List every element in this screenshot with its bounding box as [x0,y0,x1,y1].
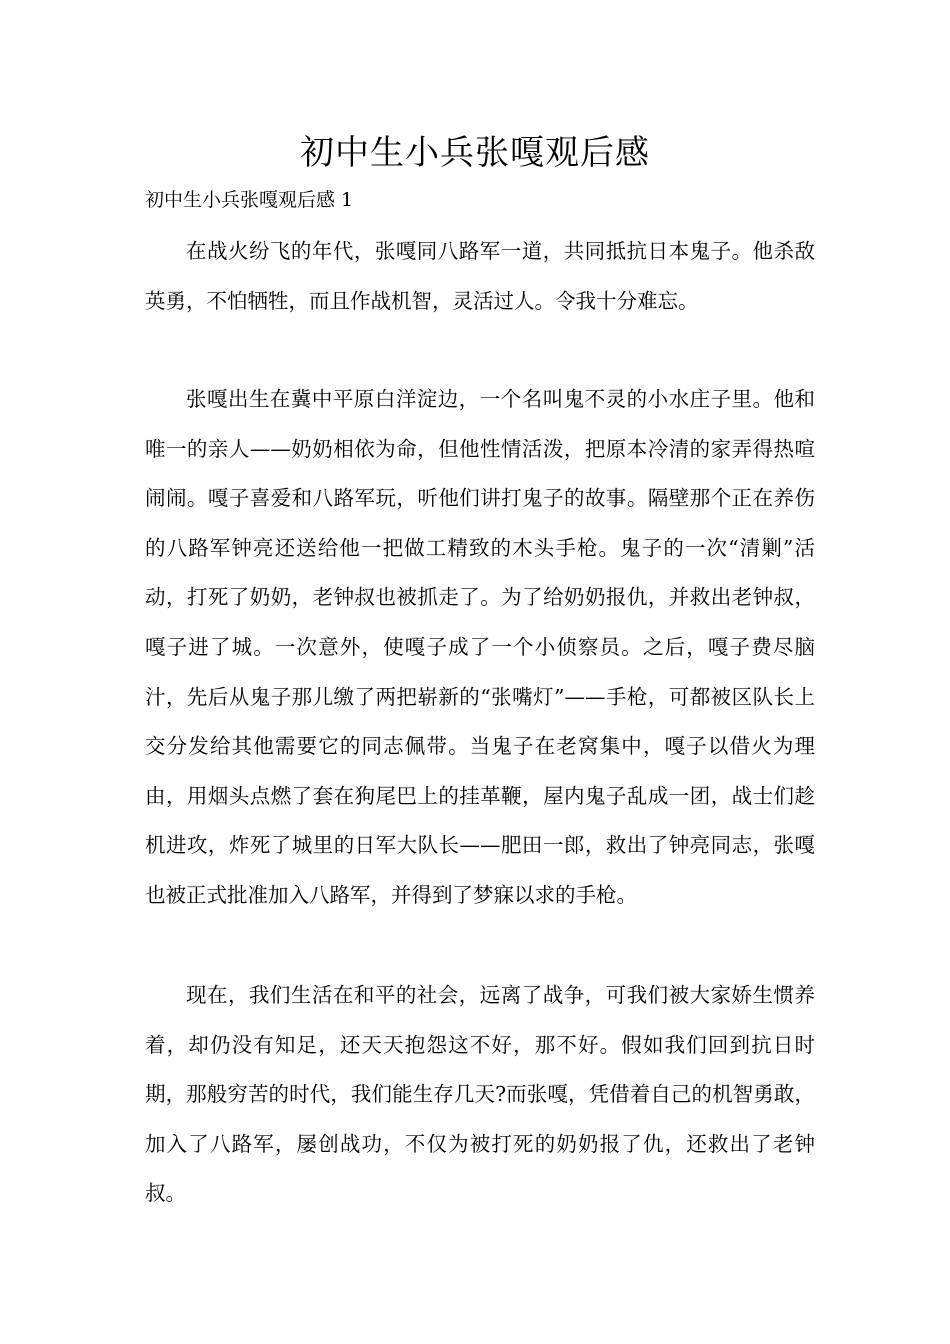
paragraph-2: 张嘎出生在冀中平原白洋淀边，一个名叫鬼不灵的小水庄子里。他和唯一的亲人——奶奶相依为命，但他性情活泼，把原本冷清的家弄得热喧闹闹。嘎子喜爱和八路军玩，听他们讲打鬼子的故事。隔壁那个正在养伤的八路军钟亮还送给他一把做工精致的木头手枪。鬼子的一次“清剿”活动，打死了奶奶，老钟叔也被抓走了。为了给奶奶报仇，并救出老钟叔，嘎子进了城。一次意外，使嘎子成了一个小侦察员。之后，嘎子费尽脑汁，先后从鬼子那儿缴了两把崭新的“张嘴灯”——手枪，可都被区队长上交分发给其他需要它的同志佩带。当鬼子在老窝集中，嘎子以借火为理由，用烟头点燃了套在狗尾巴上的挂革鞭，屋内鬼子乱成一团，战士们趁机进攻，炸死了城里的日军大队长——肥田一郎，救出了钟亮同志，张嘎也被正式批准加入八路军，并得到了梦寐以求的手枪。 [145,387,815,907]
paragraph-1: 在战火纷飞的年代，张嘎同八路军一道，共同抵抗日本鬼子。他杀敌英勇，不怕牺牲，而且作战机智，灵活过人。令我十分难忘。 [145,239,815,313]
section-heading: 初中生小兵张嘎观后感 1 [145,189,354,211]
paragraph-3: 现在，我们生活在和平的社会，远离了战争，可我们被大家娇生惯养着，却仍没有知足，还天天抱怨这不好，那不好。假如我们回到抗日时期，那般穷苦的时代，我们能生存几天?而张嘎，凭借着自己的机智勇敢，加入了八路军，屡创战功，不仅为被打死的奶奶报了仇，还救出了老钟叔。 [145,983,815,1206]
page-title: 初中生小兵张嘎观后感 [300,133,650,173]
